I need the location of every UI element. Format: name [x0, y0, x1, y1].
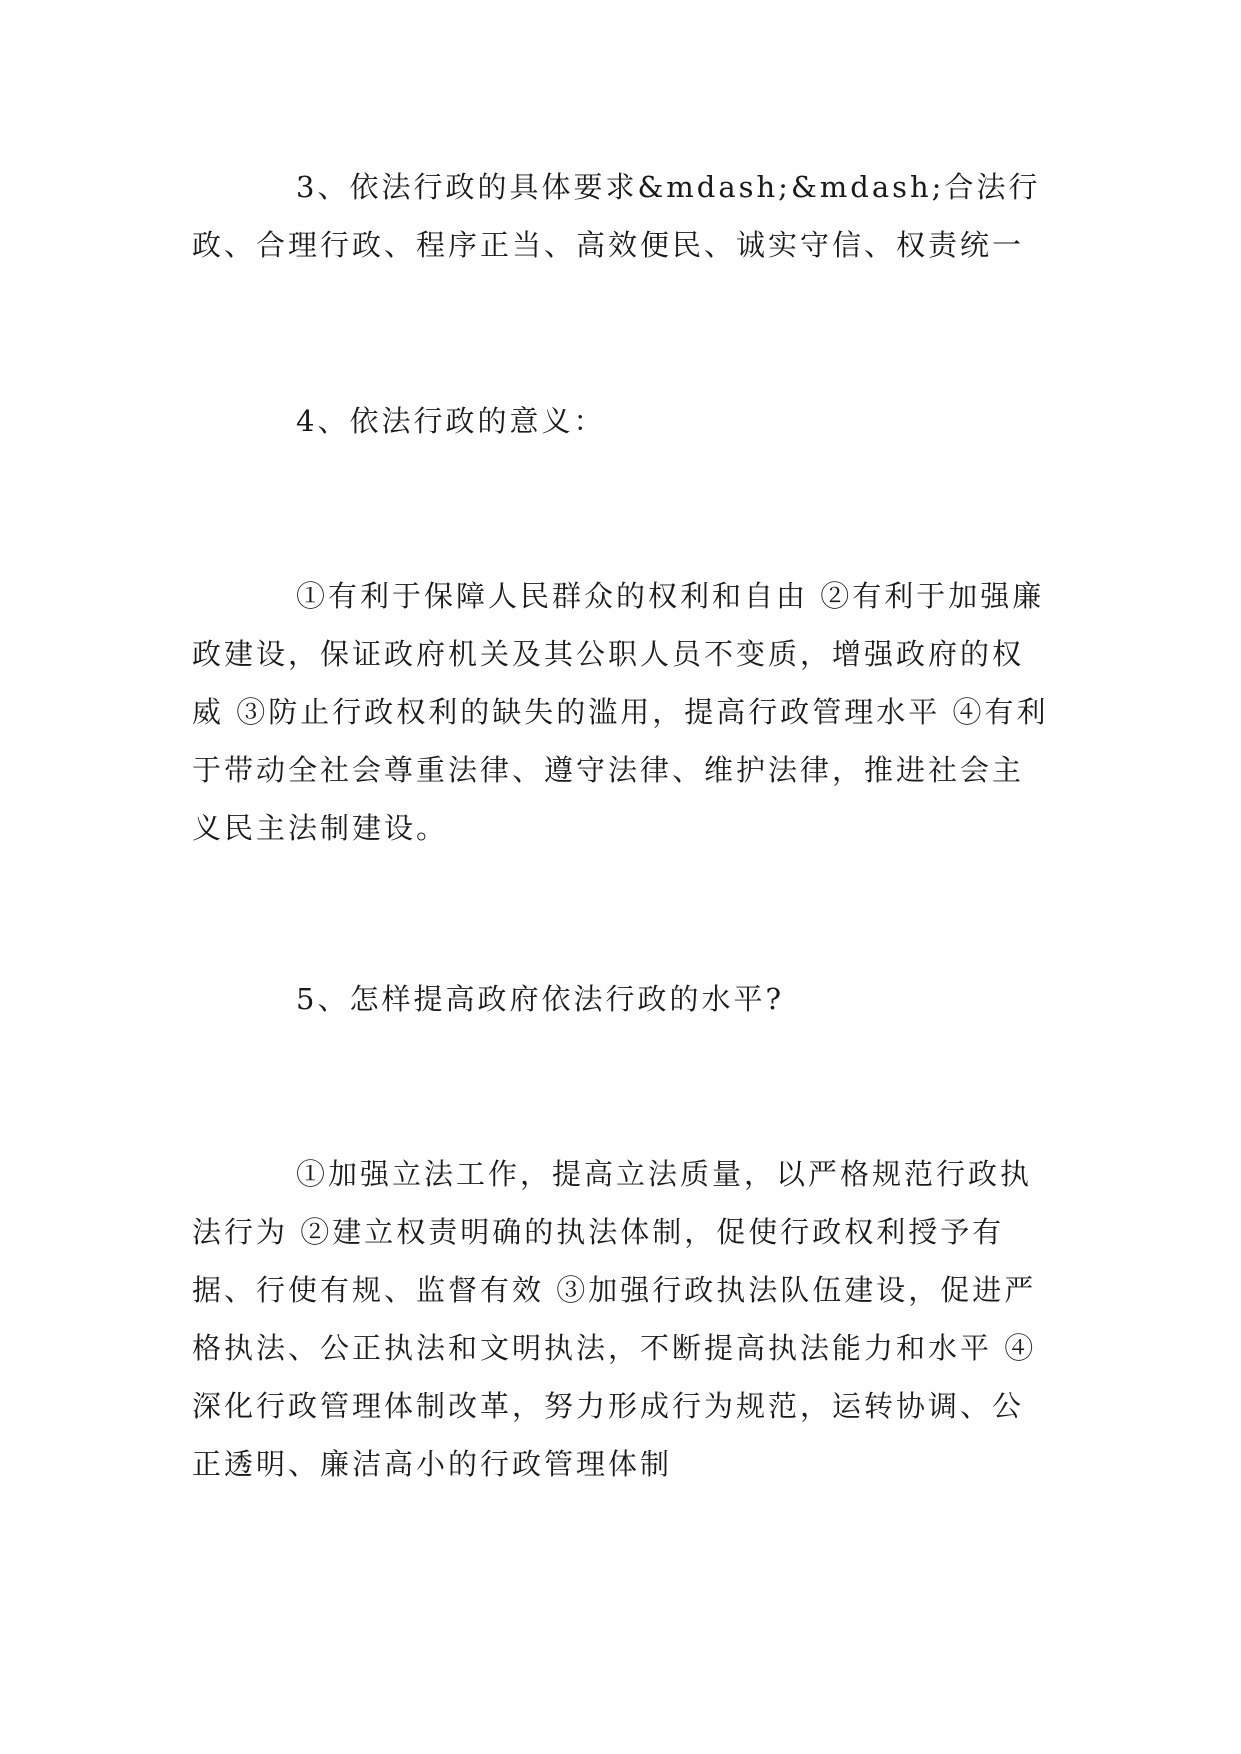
paragraph-requirements: 3、依法行政的具体要求&mdash;&mdash;合法行政、合理行政、程序正当、高效便民、诚实守信、权责统一	[192, 170, 1041, 262]
heading-significance: 4、依法行政的意义：	[296, 404, 606, 438]
heading-how-to-improve: 5、怎样提高政府依法行政的水平?	[296, 982, 784, 1016]
paragraph-how-to-improve: ①加强立法工作，提高立法质量，以严格规范行政执法行为 ②建立权责明确的执法体制，促使行政权利授予有据、行使有规、监督有效 ③加强行政执法队伍建设，促进严格执法、公正执法和文明执法，不断提高执法能力和水平 ④深化行政管理体制改革，努力形成行为规范，运转协调、公正透明、廉洁高小的行政管理体制	[192, 1157, 1037, 1481]
paragraph-significance: ①有利于保障人民群众的权利和自由 ②有利于加强廉政建设，保证政府机关及其公职人员不变质，增强政府的权威 ③防止行政权利的缺失的滥用，提高行政管理水平 ④有利于带动全社会尊重法律、遵守法律、维护法律，推进社会主义民主法制建设。	[192, 579, 1049, 845]
